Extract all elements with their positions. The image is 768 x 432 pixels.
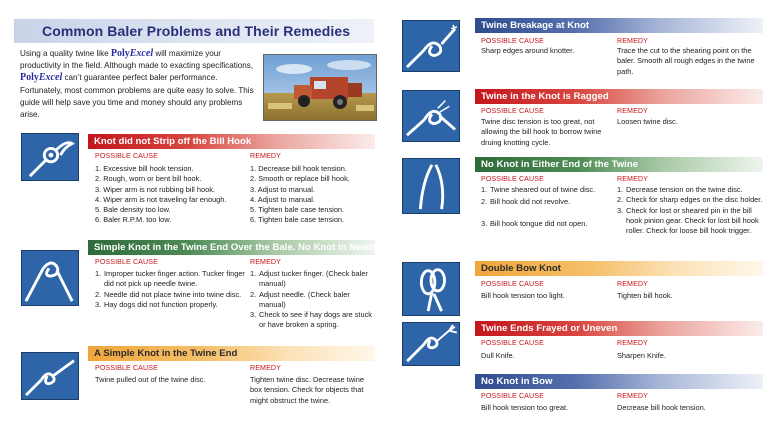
list-text: Adjust needle. (Check baler manual) xyxy=(259,289,350,309)
list-item: 3. Wiper arm is not rubbing bill hook. xyxy=(95,184,215,194)
ragged-cause: Twine disc tension is too great, not allowing the bill hook to borrow twine druing knotting cycle. xyxy=(481,117,602,147)
list-item: 5. Bale density too low. xyxy=(95,205,171,215)
list-text: Check to see if hay dogs are stuck or have broken a spring. xyxy=(259,310,372,330)
ragged-knot-icon xyxy=(402,90,460,142)
frayed-ends-icon xyxy=(402,322,460,366)
list-item: 4. Wiper arm is not traveling far enough. xyxy=(95,194,227,204)
list-item xyxy=(250,290,374,311)
simple-end-remedy: Tighten twine disc. Decrease twine box tension. Check for objects that might obstruct the twine. xyxy=(250,375,364,405)
no-knot-either-end-icon xyxy=(402,158,460,214)
list-num: 1. xyxy=(95,269,102,278)
strip-header: Knot did not Strip off the Bill Hook xyxy=(88,134,375,149)
no-knot-either-causes xyxy=(481,185,615,229)
double-bow-header: Double Bow Knot xyxy=(475,261,763,276)
list-num: 1. xyxy=(481,185,488,194)
bow-cause-label: POSSIBLE CAUSE xyxy=(481,392,544,400)
list-item xyxy=(481,197,615,207)
no-knot-either-remedies xyxy=(617,185,763,236)
strip-cause-label: POSSIBLE CAUSE xyxy=(95,152,158,160)
list-item: 2. Smooth or replace bill hook. xyxy=(250,174,350,184)
twine-breakage-icon xyxy=(402,20,460,72)
list-num: 3. xyxy=(481,218,488,228)
brand-poly: Poly xyxy=(110,48,130,59)
breakage-cause: Sharp edges around knotter. xyxy=(481,46,575,55)
list-text: Check for lost or sheared pin in the bill hook pinion gear. Check for lost bill hook roller. Check for loose bill hook trigger. xyxy=(626,205,759,236)
simple-over-header: Simple Knot in the Twine End Over the Bale. No Knot in Needle Twine xyxy=(88,240,375,255)
ragged-remedy: Loosen twine disc. xyxy=(617,117,678,126)
bill-hook-knot-icon xyxy=(21,133,79,181)
list-num: 2. xyxy=(250,289,257,299)
list-text: Bill hook tongue did not open. xyxy=(490,218,588,228)
knot-over-bale-icon xyxy=(21,250,79,306)
list-text: Check for sharp edges on the disc holder. xyxy=(626,195,763,205)
simple-over-causes xyxy=(95,269,245,310)
simple-end-remedy-label: REMEDY xyxy=(250,364,281,372)
double-bow-cause: Bill hook tension too light. xyxy=(481,291,565,300)
intro-text-3: can’t guarantee perfect baler performance. Fortunately, most common problems are quite easy to solve. This guide will help save you time and money should any problems arise. xyxy=(20,73,254,120)
list-item: 4. Adjust to manual. xyxy=(250,194,315,204)
breakage-cause-label: POSSIBLE CAUSE xyxy=(481,37,544,45)
list-num: 3. xyxy=(250,310,257,320)
breakage-remedy-label: REMEDY xyxy=(617,37,648,45)
double-bow-remedy-label: REMEDY xyxy=(617,280,648,288)
intro-text-2: will maximize your productivity in the field. Although made to exacting specifications, xyxy=(20,49,254,71)
frayed-header: Twine Ends Frayed or Uneven xyxy=(475,321,763,336)
list-text: Needle did not place twine into twine disc. xyxy=(104,289,242,299)
simple-over-cause-label: POSSIBLE CAUSE xyxy=(95,258,158,266)
brand-excel: Excel xyxy=(129,48,154,59)
strip-causes xyxy=(95,164,250,226)
list-item xyxy=(95,300,245,310)
list-item xyxy=(617,206,763,237)
simple-over-remedies xyxy=(250,269,374,331)
brand-excel-2: Excel xyxy=(38,72,63,84)
simple-end-cause-label: POSSIBLE CAUSE xyxy=(95,364,158,372)
polyexcel-logo xyxy=(111,48,153,59)
baler-photo xyxy=(263,54,377,121)
list-item xyxy=(250,269,374,290)
list-text: Hay dogs did not function properly. xyxy=(104,299,218,309)
list-item xyxy=(617,195,763,205)
frayed-cause: Dull Knife. xyxy=(481,351,515,360)
baler-photo-image xyxy=(264,55,377,121)
list-item: 5. Tighten bale case tension. xyxy=(250,205,345,215)
bow-header: No Knot in Bow xyxy=(475,374,763,389)
list-item xyxy=(95,290,245,300)
list-item: 1. Excessive bill hook tension. xyxy=(95,164,194,173)
simple-end-cause: Twine pulled out of the twine disc. xyxy=(95,375,206,384)
bow-remedy-label: REMEDY xyxy=(617,392,648,400)
no-knot-either-header: No Knot in Either End of the Twine xyxy=(475,157,763,172)
breakage-header: Twine Breakage at Knot xyxy=(475,18,763,33)
list-item xyxy=(617,185,763,195)
list-num: 1. xyxy=(250,269,257,278)
polyexcel-logo-2 xyxy=(20,72,62,83)
list-text: Decrease tension on the twine disc. xyxy=(626,185,743,194)
list-text: Twine sheared out of twine disc. xyxy=(490,185,596,194)
page-title-banner xyxy=(14,19,374,43)
list-item xyxy=(481,219,615,229)
ragged-remedy-label: REMEDY xyxy=(617,107,648,115)
double-bow-remedy: Tighten bill hook. xyxy=(617,291,673,300)
intro-text-1: Using a quality twine like xyxy=(20,49,111,58)
bow-cause: Bill hook tension too great. xyxy=(481,403,569,412)
brand-poly-2: Poly xyxy=(20,72,39,84)
list-item: 3. Adjust to manual. xyxy=(250,184,315,194)
list-num: 1. xyxy=(617,185,624,194)
list-item xyxy=(250,310,374,331)
list-text: Adjust tucker finger. (Check baler manual) xyxy=(259,269,368,289)
list-text: Improper tucker finger action. Tucker finger did not pick up needle twine. xyxy=(104,269,245,289)
list-num: 3. xyxy=(617,205,624,215)
simple-end-header: A Simple Knot in the Twine End xyxy=(88,346,375,361)
page-title: Common Baler Problems and Their Remedies xyxy=(42,23,351,39)
list-num: 3. xyxy=(95,299,102,309)
ragged-header: Twine in the Knot is Ragged xyxy=(475,89,763,104)
list-item: 2. Rough, worn or bent bill hook. xyxy=(95,174,202,184)
list-text: Bill hook did not revolve. xyxy=(490,197,571,207)
double-bow-cause-label: POSSIBLE CAUSE xyxy=(481,280,544,288)
no-knot-either-remedy-label: REMEDY xyxy=(617,175,648,183)
frayed-cause-label: POSSIBLE CAUSE xyxy=(481,339,544,347)
list-num: 2. xyxy=(617,195,624,205)
list-item: 6. Baler R.P.M. too low. xyxy=(95,215,172,225)
list-num: 2. xyxy=(481,197,488,207)
bow-remedy: Decrease bill hook tension. xyxy=(617,403,706,412)
strip-remedies xyxy=(250,164,375,226)
list-item: 6. Tighten bale case tension. xyxy=(250,215,345,225)
list-num: 2. xyxy=(95,289,102,299)
list-item xyxy=(95,269,245,290)
simple-knot-end-icon xyxy=(21,352,79,400)
list-item xyxy=(481,185,615,195)
double-bow-knot-icon xyxy=(402,262,460,316)
list-item: 1. Decrease bill hook tension. xyxy=(250,164,347,173)
intro-paragraph xyxy=(20,48,256,121)
ragged-cause-label: POSSIBLE CAUSE xyxy=(481,107,544,115)
strip-remedy-label: REMEDY xyxy=(250,152,281,160)
frayed-remedy-label: REMEDY xyxy=(617,339,648,347)
simple-over-remedy-label: REMEDY xyxy=(250,258,281,266)
breakage-remedy: Trace the cut to the shearing point on the baler. Smooth all rough edges in the twine path. xyxy=(617,46,755,76)
no-knot-either-cause-label: POSSIBLE CAUSE xyxy=(481,175,544,183)
frayed-remedy: Sharpen Knife. xyxy=(617,351,666,360)
